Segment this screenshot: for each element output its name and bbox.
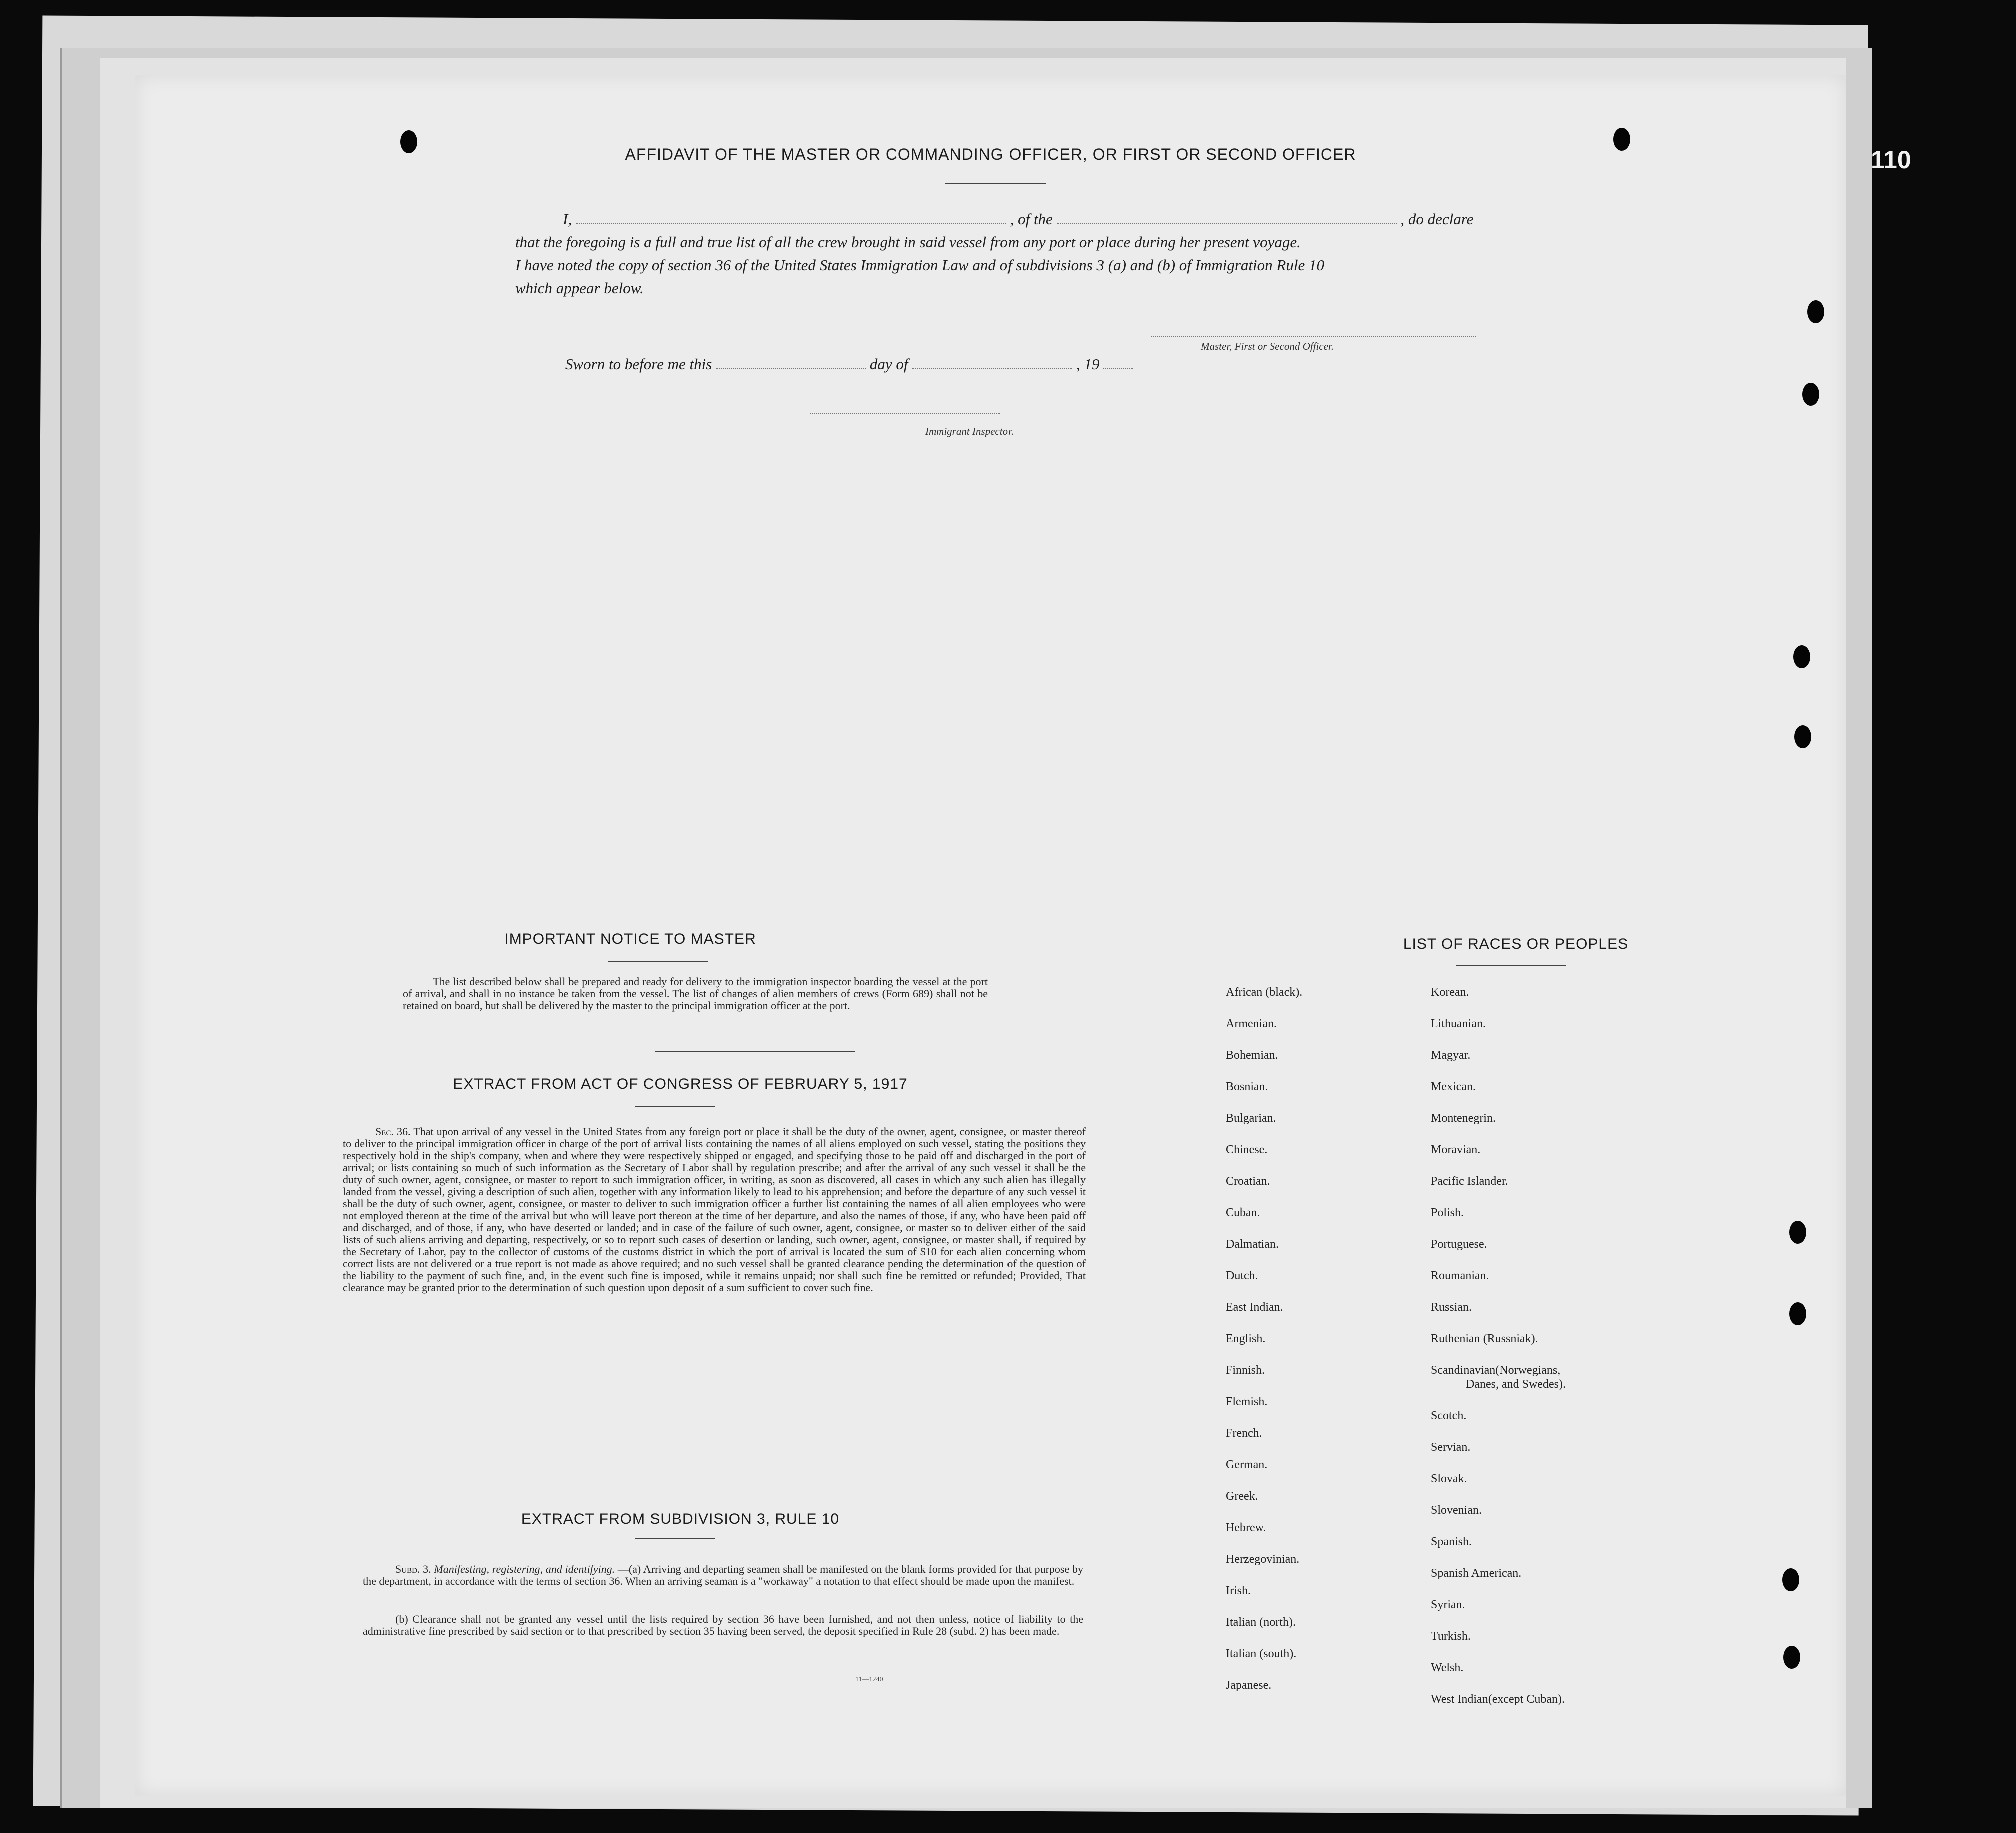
declaration-line (515, 208, 1616, 231)
race-item: Spanish American. (1431, 1567, 1522, 1580)
extract-rule-text-b: (b) Clearance shall not be granted any vessel until the lists required by section 36 have been furnished, and not then unless, notice of liability to the administrative fine prescribed by said section or to that prescribed by section 35 having been served, the deposit specified in Rule 28 (subd. 2) has been made. (363, 1613, 1083, 1637)
punch-hole (1789, 1221, 1806, 1244)
race-item: Bulgarian. (1226, 1112, 1276, 1125)
master-signature-line (1151, 335, 1476, 337)
year-blank (1103, 368, 1133, 369)
extract-act-rule (635, 1106, 715, 1107)
notice-rule (608, 961, 708, 962)
race-item: Dutch. (1226, 1269, 1258, 1282)
day-blank (716, 368, 866, 369)
race-item: Finnish. (1226, 1364, 1265, 1377)
race-item: Russian. (1431, 1301, 1472, 1314)
inspector-signature-line (810, 413, 1000, 414)
punch-hole (1789, 1302, 1806, 1325)
punch-hole (400, 130, 417, 153)
extract-act-text (343, 1126, 1086, 1294)
form-number: 11—1240 (855, 1676, 883, 1683)
name-blank (576, 223, 1006, 224)
race-item: Cuban. (1226, 1206, 1260, 1219)
race-item: Danes, and Swedes). (1466, 1378, 1566, 1391)
section-label: Sec. 36. (375, 1125, 411, 1138)
notice-text: The list described below shall be prepared and ready for delivery to the immigration inspector boarding the vessel at the port of arrival, and shall in no instance be taken from the vessel. The list of changes of alien members of crews (Form 689) shall not be retained on board, but shall be delivered by the master to the principal immigration officer at the port. (403, 975, 988, 1012)
race-item: Ruthenian (Russniak). (1431, 1332, 1538, 1345)
race-item: Polish. (1431, 1206, 1464, 1219)
race-item: English. (1226, 1332, 1266, 1345)
affidavit-line-2: that the foregoing is a full and true list of all the crew brought in said vessel from any port or place during her present voyage. (515, 233, 1301, 251)
notice-end-rule (655, 1051, 855, 1052)
document-page (135, 75, 1846, 1796)
declare-label: , do declare (1400, 210, 1474, 228)
extract-rule-text (363, 1563, 1083, 1587)
punch-hole (1802, 383, 1819, 406)
race-item: Italian (north). (1226, 1616, 1296, 1629)
race-item: Slovenian. (1431, 1504, 1482, 1517)
race-item: Spanish. (1431, 1535, 1472, 1548)
race-item: Syrian. (1431, 1598, 1465, 1611)
affidavit-line-3: I have noted the copy of section 36 of the United States Immigration Law and of subdivisions 3 (a) and (b) of Immigration Rule 10 (515, 256, 1324, 274)
punch-hole (1807, 300, 1824, 323)
race-item: Herzegovinian. (1226, 1553, 1300, 1566)
day-of-label: day of (869, 355, 908, 373)
punch-hole (1783, 1646, 1800, 1669)
race-item: Pacific Islander. (1431, 1175, 1508, 1188)
race-item: West Indian(except Cuban). (1431, 1693, 1565, 1706)
subd-label: Subd. 3. (395, 1563, 431, 1575)
race-item: Armenian. (1226, 1017, 1277, 1030)
race-item: Montenegrin. (1431, 1112, 1496, 1125)
race-item: Welsh. (1431, 1661, 1464, 1674)
subd-heading: Manifesting, registering, and identifying. (434, 1563, 615, 1575)
sworn-line (565, 353, 1133, 376)
punch-hole (1782, 1568, 1799, 1591)
affidavit-line-4: which appear below. (515, 279, 644, 297)
punch-hole (1793, 645, 1810, 668)
of-the-label: , of the (1010, 210, 1053, 228)
extract-rule-title: EXTRACT FROM SUBDIVISION 3, RULE 10 (521, 1511, 840, 1527)
race-item: Korean. (1431, 986, 1469, 999)
race-item: Greek. (1226, 1490, 1258, 1503)
race-item: Roumanian. (1431, 1269, 1489, 1282)
inspector-label: Immigrant Inspector. (925, 425, 1014, 437)
races-rule (1456, 965, 1566, 966)
race-item: Scandinavian(Norwegians, (1431, 1364, 1561, 1377)
affidavit-body (515, 208, 1616, 300)
punch-hole (1613, 128, 1630, 151)
race-item: Bohemian. (1226, 1049, 1278, 1062)
section-36-text: That upon arrival of any vessel in the United States from any foreign port or place it shall be the duty of the owner, agent, consignee, or master thereof to deliver to the principal immigration officer in charge of the port of arrival lists containing the names of all aliens employed on such vessel, stating the positions they respectively hold in the ship's company, when and where they were respectively shipped or engaged, and specifying those to be paid off and discharged in the port of arrival; or lists containing so much of such information as the Secretary of Labor shall by regulation prescribe; and after the arrival of any such vessel it shall be the duty of such owner, agent, consignee, or master to report to such immigration officer, in writing, as soon as discovered, all cases in which any such alien has illegally landed from the vessel, giving a description of such alien, together with any information likely to lead to his apprehension; and before the departure of any such vessel it shall be the duty of such owner, agent, consignee, or master to deliver to such immigration officer a further list containing the names of all alien employees who were not employed thereon at the time of the arrival but who will leave port thereon at the time of her departure, and also the names of those, if any, who have been paid off and discharged, and of those, if any, who have deserted or landed; and in case of the failure of such owner, agent, consignee, or master so to deliver either of the said lists of such aliens arriving and departing, respectively, or so to report such cases of desertion or landing, such owner, agent, consignee, or master shall, if required by the Secretary of Labor, pay to the collector of customs of the customs district in which the port of arrival is located the sum of $10 for each alien concerning whom correct lists are not delivered or a true report is not made as above required; and no such vessel shall be granted clearance pending the determination of the question of the liability to the payment of such fine, and, in the event such fine is imposed, while it remains unpaid; nor shall such fine be remitted or refunded; Provided, That clearance may be granted prior to the determination of such question upon deposit of a sum sufficient to cover such fine. (343, 1125, 1086, 1294)
race-item: French. (1226, 1427, 1262, 1440)
sworn-label: Sworn to before me this (565, 355, 712, 373)
year-label: , 19 (1076, 355, 1100, 373)
i-label: I, (563, 210, 572, 228)
extract-rule-rule (635, 1538, 715, 1539)
race-item: Slovak. (1431, 1472, 1467, 1485)
race-item: Croatian. (1226, 1175, 1270, 1188)
race-item: Flemish. (1226, 1395, 1268, 1408)
race-item: Turkish. (1431, 1630, 1471, 1643)
race-item: Scotch. (1431, 1409, 1467, 1422)
race-item: Chinese. (1226, 1143, 1268, 1156)
master-label: Master, First or Second Officer. (1201, 340, 1334, 352)
subd-a-text: —(a) Arriving and departing seamen shall be manifested on the blank forms provided for that purpose by the department, in accordance with the terms of section 36. When an arriving seaman is a "workaway" a notation to that effect should be made upon the manifest. (363, 1563, 1083, 1587)
month-blank (912, 368, 1072, 369)
race-item: Mexican. (1431, 1080, 1476, 1093)
race-item: German. (1226, 1458, 1268, 1471)
title-rule (945, 183, 1046, 184)
race-item: Portuguese. (1431, 1238, 1487, 1251)
race-item: Irish. (1226, 1584, 1251, 1597)
extract-act-title: EXTRACT FROM ACT OF CONGRESS OF FEBRUARY 5, 1917 (453, 1076, 908, 1092)
race-item: Dalmatian. (1226, 1238, 1279, 1251)
race-item: Lithuanian. (1431, 1017, 1486, 1030)
affidavit-title: AFFIDAVIT OF THE MASTER OR COMMANDING OFFICER, OR FIRST OR SECOND OFFICER (625, 145, 1356, 163)
race-item: Italian (south). (1226, 1647, 1297, 1660)
races-title: LIST OF RACES OR PEOPLES (1403, 936, 1629, 952)
race-item: Servian. (1431, 1441, 1471, 1454)
folio-number: 110 (1871, 146, 1911, 174)
race-item: Moravian. (1431, 1143, 1481, 1156)
race-item: Japanese. (1226, 1679, 1272, 1692)
punch-hole (1794, 725, 1811, 748)
race-item: African (black). (1226, 986, 1303, 999)
race-item: Hebrew. (1226, 1521, 1266, 1534)
race-item: Bosnian. (1226, 1080, 1268, 1093)
notice-title: IMPORTANT NOTICE TO MASTER (504, 931, 756, 947)
vessel-blank (1057, 223, 1397, 224)
race-item: Magyar. (1431, 1049, 1471, 1062)
race-item: East Indian. (1226, 1301, 1283, 1314)
